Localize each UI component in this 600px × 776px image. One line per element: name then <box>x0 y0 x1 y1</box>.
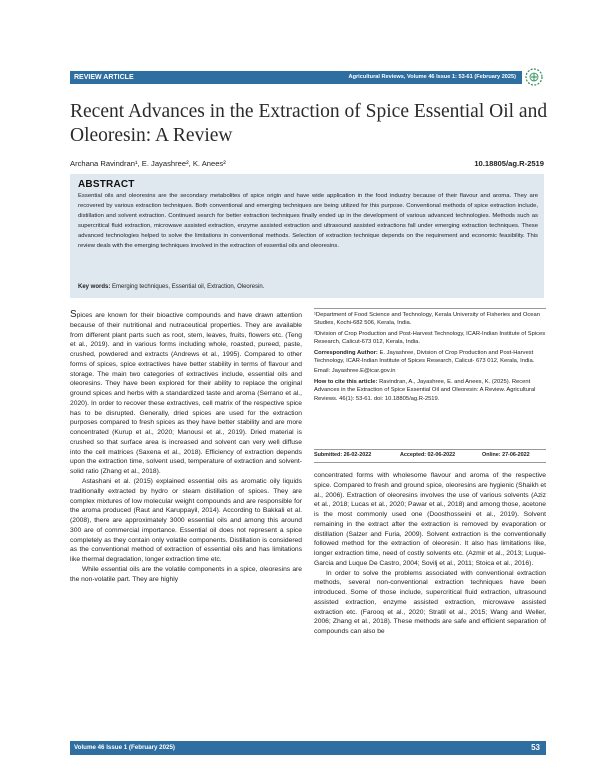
article-doi[interactable]: 10.18805/ag.R-2519 <box>474 159 544 168</box>
article-type-label: REVIEW ARTICLE <box>74 74 134 81</box>
body-paragraph: Astashani et al. (2015) explained essential oils as aromatic oily liquids traditionally extracted by hydro or steam distillation of spices. They are complex mixtures of low molecular weight compounds and are responsible for the aroma produced (Raut and Karuppayil, 2014). According to Bakkali et al. (2008), there are approximately 3000 essential oils and among this around 300 are of commercial importance. Essential oil does not represent a spice completely as they contain only volatile components. Distillation is considered as the conventional method of extraction of essential oils and has limitations like thermal degradation, longer extraction time etc. <box>70 478 302 564</box>
affiliation-1: ¹Department of Food Science and Technology, Kerala University of Fisheries and Ocean Studies, Kochi-682 506, Kerala, India. <box>314 312 540 327</box>
body-paragraph: concentrated forms with wholesome flavour and aroma of the respective spice. Compared to fresh and ground spice, oleoresins are hygienic (Shaikh et al., 2006). Extraction of oleoresins involves the use of various solvents (Aziz et al., 2018; Lucas et al., 2020; Pawar et al., 2018) and among those, acetone is the most commonly used one (Doosthosseini et al., 2019). Solvent remaining in the extract after the extraction is removed by evaporation or distillation (Salzer and Furia, 2009). Solvent extraction is the conventionally followed method for the extraction of oleoresin. It also has limitations like, longer extraction time, need of costly solvents etc. (Azmir et al., 2013; Luque-Garcia and Luque De Castro, 2004; Sovilj et al., 2011; Stoica et al., 2016). <box>314 472 546 567</box>
divider <box>314 462 546 463</box>
corresponding-author <box>314 349 546 366</box>
journal-citation: Agricultural Reviews, Volume 46 Issue 1: 53-61 (February 2025) <box>348 74 516 80</box>
body-column-left <box>70 310 302 584</box>
citation <box>314 378 546 403</box>
drop-cap: S <box>70 309 77 320</box>
keywords-list: Emerging techniques, Essential oil, Extraction, Oleoresin. <box>112 284 265 290</box>
author-email[interactable]: Email: Jayashree.E@icar.gov.in <box>314 368 396 375</box>
footer-bar <box>70 741 546 755</box>
affiliations <box>314 311 546 405</box>
divider <box>314 308 546 309</box>
author-list: Archana Ravindran¹, E. Jayashree², K. Anees² <box>70 159 226 168</box>
citation-label: How to cite this article: <box>314 378 378 385</box>
body-paragraph: While essential oils are the volatile components in a spice, oleoresins are the non-volatile part. They are highly <box>70 565 302 583</box>
keywords <box>78 284 264 290</box>
abstract-box <box>70 174 544 298</box>
divider <box>314 449 546 450</box>
submitted-date: Submitted: 26-02-2022 <box>314 452 372 458</box>
body-column-right <box>314 471 546 637</box>
corresponding-author-label: Corresponding Author: <box>314 349 378 356</box>
citation-text: Ravindran, A., Jayashree, E. and Anees, K. (2025). Recent Advances in the Extraction of Spice Essential Oil and Oleoresin: A Review. Agricultural Reviews. 46(1): 53-61. doi: 10.18805/ag.R-2519. <box>314 378 536 402</box>
footer-issue: Volume 46 Issue 1 (February 2025) <box>74 744 175 751</box>
body-paragraph: In order to solve the problems associated with conventional extraction methods, several non-conventional extraction techniques have been introduced. Some of those include, supercritical fluid extraction, ultrasound assisted extraction, enzyme assisted extraction, microwave assisted extraction etc. (Farooq et al., 2020; Stratil et al., 2015; Wang and Weller, 2006; Zhang et al., 2018). These methods are safe and efficient separation of compounds can also be <box>314 569 546 636</box>
header-bar <box>70 71 522 84</box>
body-paragraph <box>70 310 302 477</box>
body-paragraph-text: pices are known for their bioactive compounds and have drawn attention because of their nutritional and nutraceutical properties. They are available from different plant parts such as root, stem, leaves, fruits, flowers etc. (Teng et al., 2019). and in various forms including whole, roasted, pureed, paste, crushed, powdered and extracts (Andrews et al., 1995). Compared to other forms of spices, spice extractives have better stability in terms of flavour and storage. The main two categories of extractives include, essential oils and oleoresins. They have been explored for their ability to replace the original ground spices and herbs with a standardized taste and aroma (Serrano et al., 2020). In order to recover these extractives, cell matrix of the respective spice has to be disrupted. Generally, dried spices are used for the extraction purposes compared to fresh spices as they have better stability and are more concentrated (Kurup et al., 2020; Manousi et al., 2019). Dried material is crushed so that surface area is increased and solvent can very well diffuse into the cell matrices (Saxena et al., 2018). Efficiency of extraction depends upon the extraction time, solvent used, temperature of extraction and solvent-solid ratio (Zhang et al., 2018). <box>70 312 302 476</box>
corresponding-author-text: E. Jayashree, Division of Crop Production and Post-Harvest Technology, ICAR-Indian Institute of Spices Research, Calicut- 673 012, Kerala, India. <box>314 349 535 365</box>
journal-logo-icon <box>523 66 545 88</box>
abstract-heading: ABSTRACT <box>78 179 135 190</box>
accepted-date: Accepted: 02-06-2022 <box>400 452 456 458</box>
affiliation-2: ²Division of Crop Production and Post-Harvest Technology, ICAR-Indian Institute of Spices Research, Calicut-673 012, Kerala, India. <box>314 330 546 346</box>
online-date: Online: 27-06-2022 <box>482 452 530 458</box>
page-number: 53 <box>531 743 540 752</box>
keywords-label: Key words: <box>78 284 111 290</box>
abstract-text: Essential oils and oleoresins are the secondary metabolites of spice origin and have wide application in the food industry because of their flavour and aroma. They are recovered by various extraction techniques. Both conventional and emerging techniques are being utilized for this purpose. Conventional methods of spice extraction include, distillation and solvent extraction. Continued search for better extraction techniques finally ended up in the development of various advanced technologies. Methods such as supercritical fluid extraction, microwave assisted extraction, enzyme assisted extraction and ultrasound assisted extractions fall under emerging extraction techniques. These advanced technologies helped to solve the limitations in conventional methods. Selection of extraction technique depends on the requirement and economic feasibility. This review deals with the emerging techniques involved in the extraction of essential oils and oleoresins. <box>78 193 538 249</box>
article-title: Recent Advances in the Extraction of Spice Essential Oil and Oleoresin: A Review <box>70 101 548 146</box>
